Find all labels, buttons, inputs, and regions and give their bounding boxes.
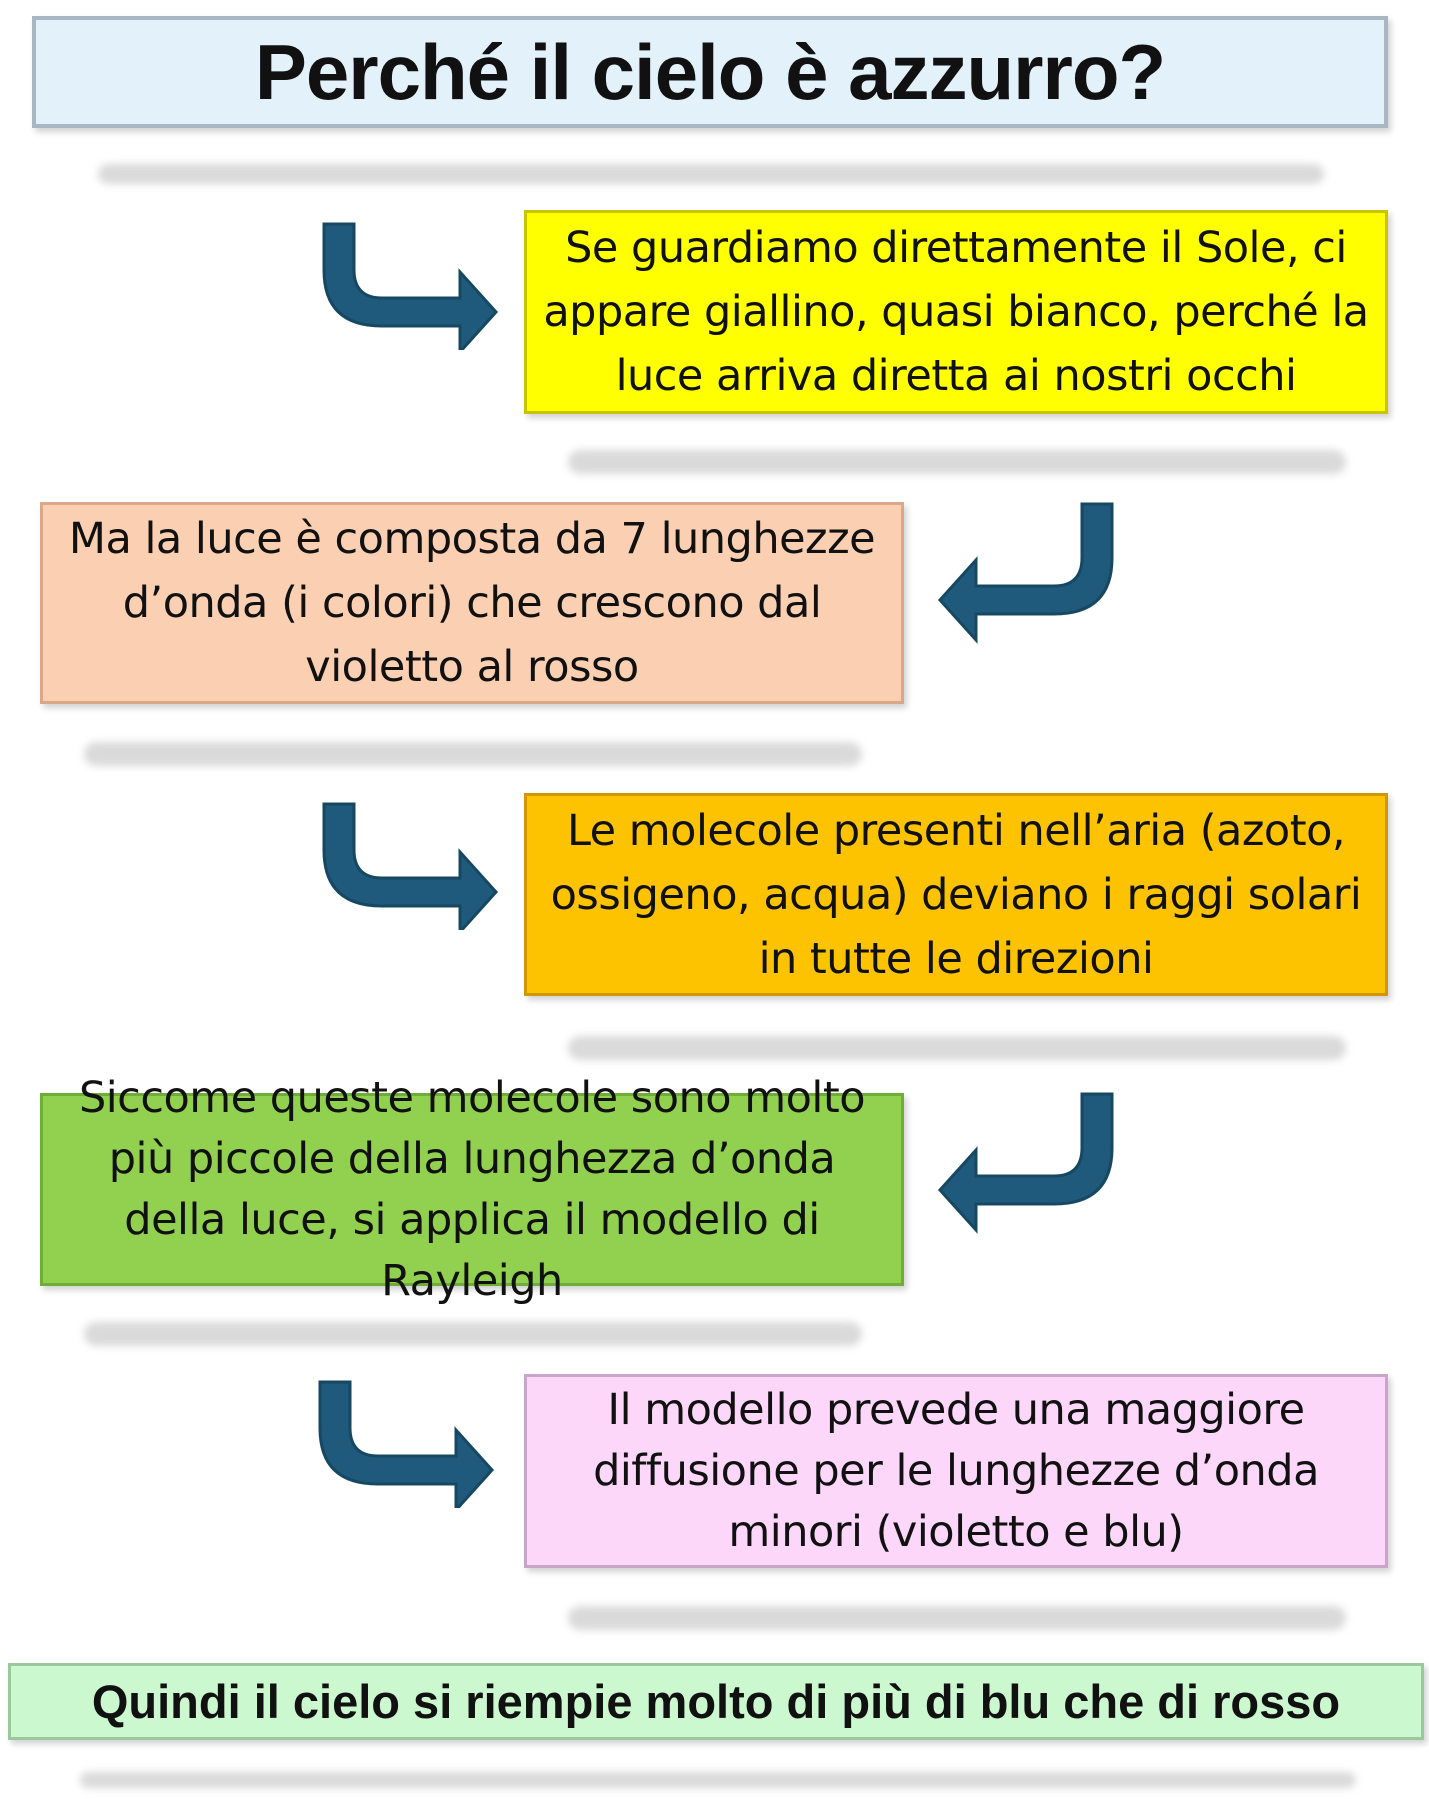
step-text-4: Siccome queste molecole sono molto più piccole della lunghezza d’onda della luce, si applica il modello di Rayleigh [78,1072,866,1306]
step-box-3 [524,793,1388,996]
step-box-2 [40,502,904,704]
arrow-down-right-icon [318,220,508,350]
divider-shadow [84,742,862,766]
arrow-down-left-icon [934,500,1124,650]
step-text-5: Il modello prevede una maggiore diffusione per le lunghezze d’onda minori (violetto e blu) [593,1384,1319,1557]
page-title-text: Perché il cielo è azzurro? [254,27,1166,116]
page-title [32,16,1388,128]
conclusion-box [8,1663,1424,1740]
step-text-3: Le molecole presenti nell’aria (azoto, ossigeno, acqua) deviano i raggi solari in tutte le direzioni [550,805,1362,984]
conclusion-text: Quindi il cielo si riempie molto di più di blu che di rosso [91,1675,1341,1728]
step-box-5 [524,1374,1388,1568]
step-box-4 [40,1072,904,1306]
step-text-2: Ma la luce è composta da 7 lunghezze d’onda (i colori) che crescono dal violetto al rosso [68,514,876,692]
divider-shadow [84,1322,862,1346]
step-box-1 [524,210,1388,414]
arrow-down-left-icon [934,1090,1124,1240]
divider-shadow [568,1606,1346,1630]
divider-shadow [98,164,1324,184]
divider-shadow [80,1772,1356,1788]
step-text-1: Se guardiamo direttamente il Sole, ci appare giallino, quasi bianco, perché la luce arriva diretta ai nostri occhi [543,223,1369,401]
divider-shadow [568,450,1346,474]
arrow-down-right-icon [314,1378,504,1508]
arrow-down-right-icon [318,800,508,930]
divider-shadow [568,1036,1346,1060]
